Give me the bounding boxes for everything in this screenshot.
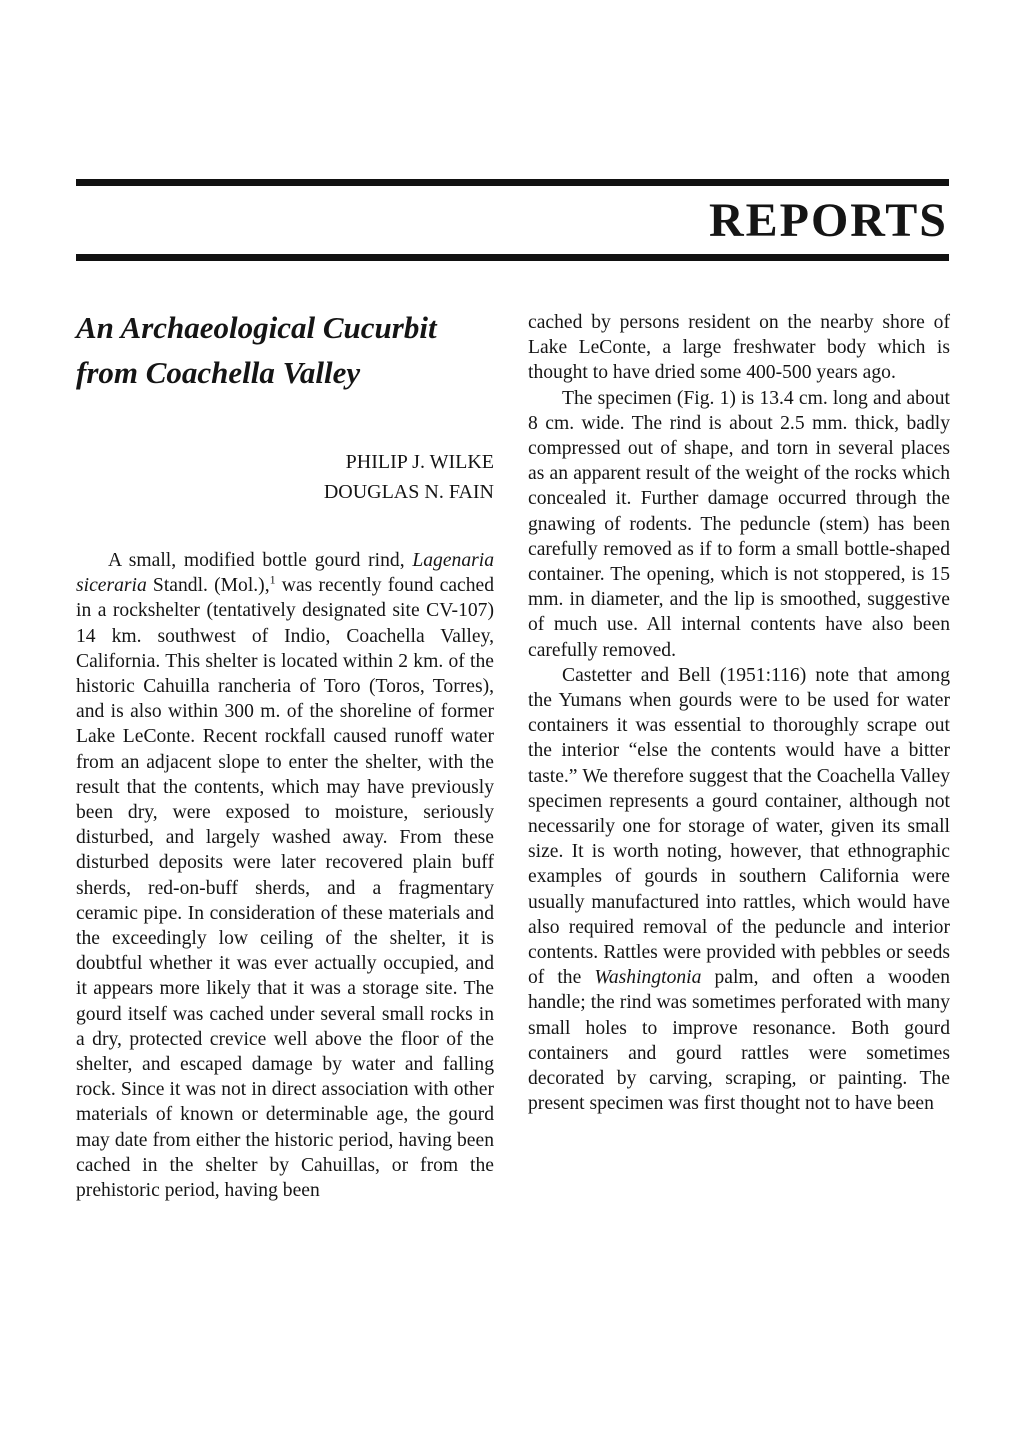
author-name: DOUGLAS N. FAIN (323, 481, 494, 503)
footnote-marker: 1 (269, 572, 276, 587)
author-name: PHILIP J. WILKE (345, 451, 494, 473)
body-paragraph: cached by persons resident on the nearby shore of Lake LeConte, a large freshwater body which is thought to have dried some 400-500 years ago. (528, 312, 950, 384)
left-column (76, 305, 494, 1203)
body-paragraph: The specimen (Fig. 1) is 13.4 cm. long and about 8 cm. wide. The rind is about 2.5 mm. thick, badly compressed out of shape, and torn in several places as an apparent result of the weight of the rocks which concealed it. Further damage occurred through the gnawing of rodents. The peduncle (stem) has been carefully removed as if to form a small bottle-shaped container. The opening, which is not stoppered, is 15 mm. in diameter, and the lip is smoothed, suggestive of much use. All internal contents have also been carefully removed. (528, 387, 950, 661)
author-list (76, 447, 494, 507)
genus-name: Washingtonia (594, 967, 702, 989)
body-paragraph (76, 548, 494, 1203)
article-title-line-2: from Coachella Valley (76, 355, 361, 390)
right-column (528, 310, 950, 1117)
header-rule-top (76, 179, 949, 186)
header-rule-bottom (76, 254, 949, 261)
article-title (76, 305, 494, 395)
body-text: was recently found cached in a rockshelter (tentatively designated site CV-107) 14 km. southwest of Indio, Coachella Valley, California. This shelter is located within 2 km. of the historic Cahuilla rancheria of Toro (Toros, Torres), and is also within 300 m. of the shoreline of former Lake LeConte. Recent rockfall caused runoff water from an adjacent slope to enter the shelter, with the result that the contents, which may have previously been dry, were exposed to moisture, seriously disturbed, and largely washed away. From these disturbed deposits were later recovered plain buff sherds, red-on-buff sherds, and a fragmentary ceramic pipe. In consideration of these materials and the exceedingly low ceiling of the shelter, it is doubtful whether it was ever actually occupied, and it appears more likely that it was a storage site. The gourd itself was cached under several small rocks in a dry, protected crevice well above the floor of the shelter, and escaped damage by water and falling rock. Since it was not in direct association with other materials of known or determinable age, the gourd may date from either the historic period, having been cached in the shelter by Cahuillas, or from the prehistoric period, having been (76, 575, 494, 1202)
section-title: REPORTS (708, 194, 948, 247)
body-text: palm, and often a wooden handle; the rind was sometimes perforated with many small holes to improve resonance. Both gourd containers and gourd rattles were sometimes decorated by carving, scraping, or painting. The present specimen was first thought not to have been (528, 967, 950, 1115)
body-text: A small, modified bottle gourd rind, (108, 550, 413, 571)
article-title-line-1: An Archaeological Cucurbit (76, 310, 437, 345)
body-text: Standl. (Mol.), (146, 575, 270, 597)
body-paragraph (528, 663, 950, 1117)
body-text: Castetter and Bell (1951:116) note that among the Yumans when gourds were to be used for water containers it was essential to thoroughly scrape out the interior “else the contents would have a bitter taste.” We therefore suggest that the Coachella Valley specimen represents a gourd container, although not necessarily one for storage of water, given its small size. It is worth noting, however, that ethnographic examples of gourds in southern California were usually manufactured into rattles, which would have also required removal of the peduncle and interior contents. Rattles were provided with pebbles or seeds of the (528, 664, 950, 989)
species-name: Lagenaria siceraria (76, 550, 494, 597)
